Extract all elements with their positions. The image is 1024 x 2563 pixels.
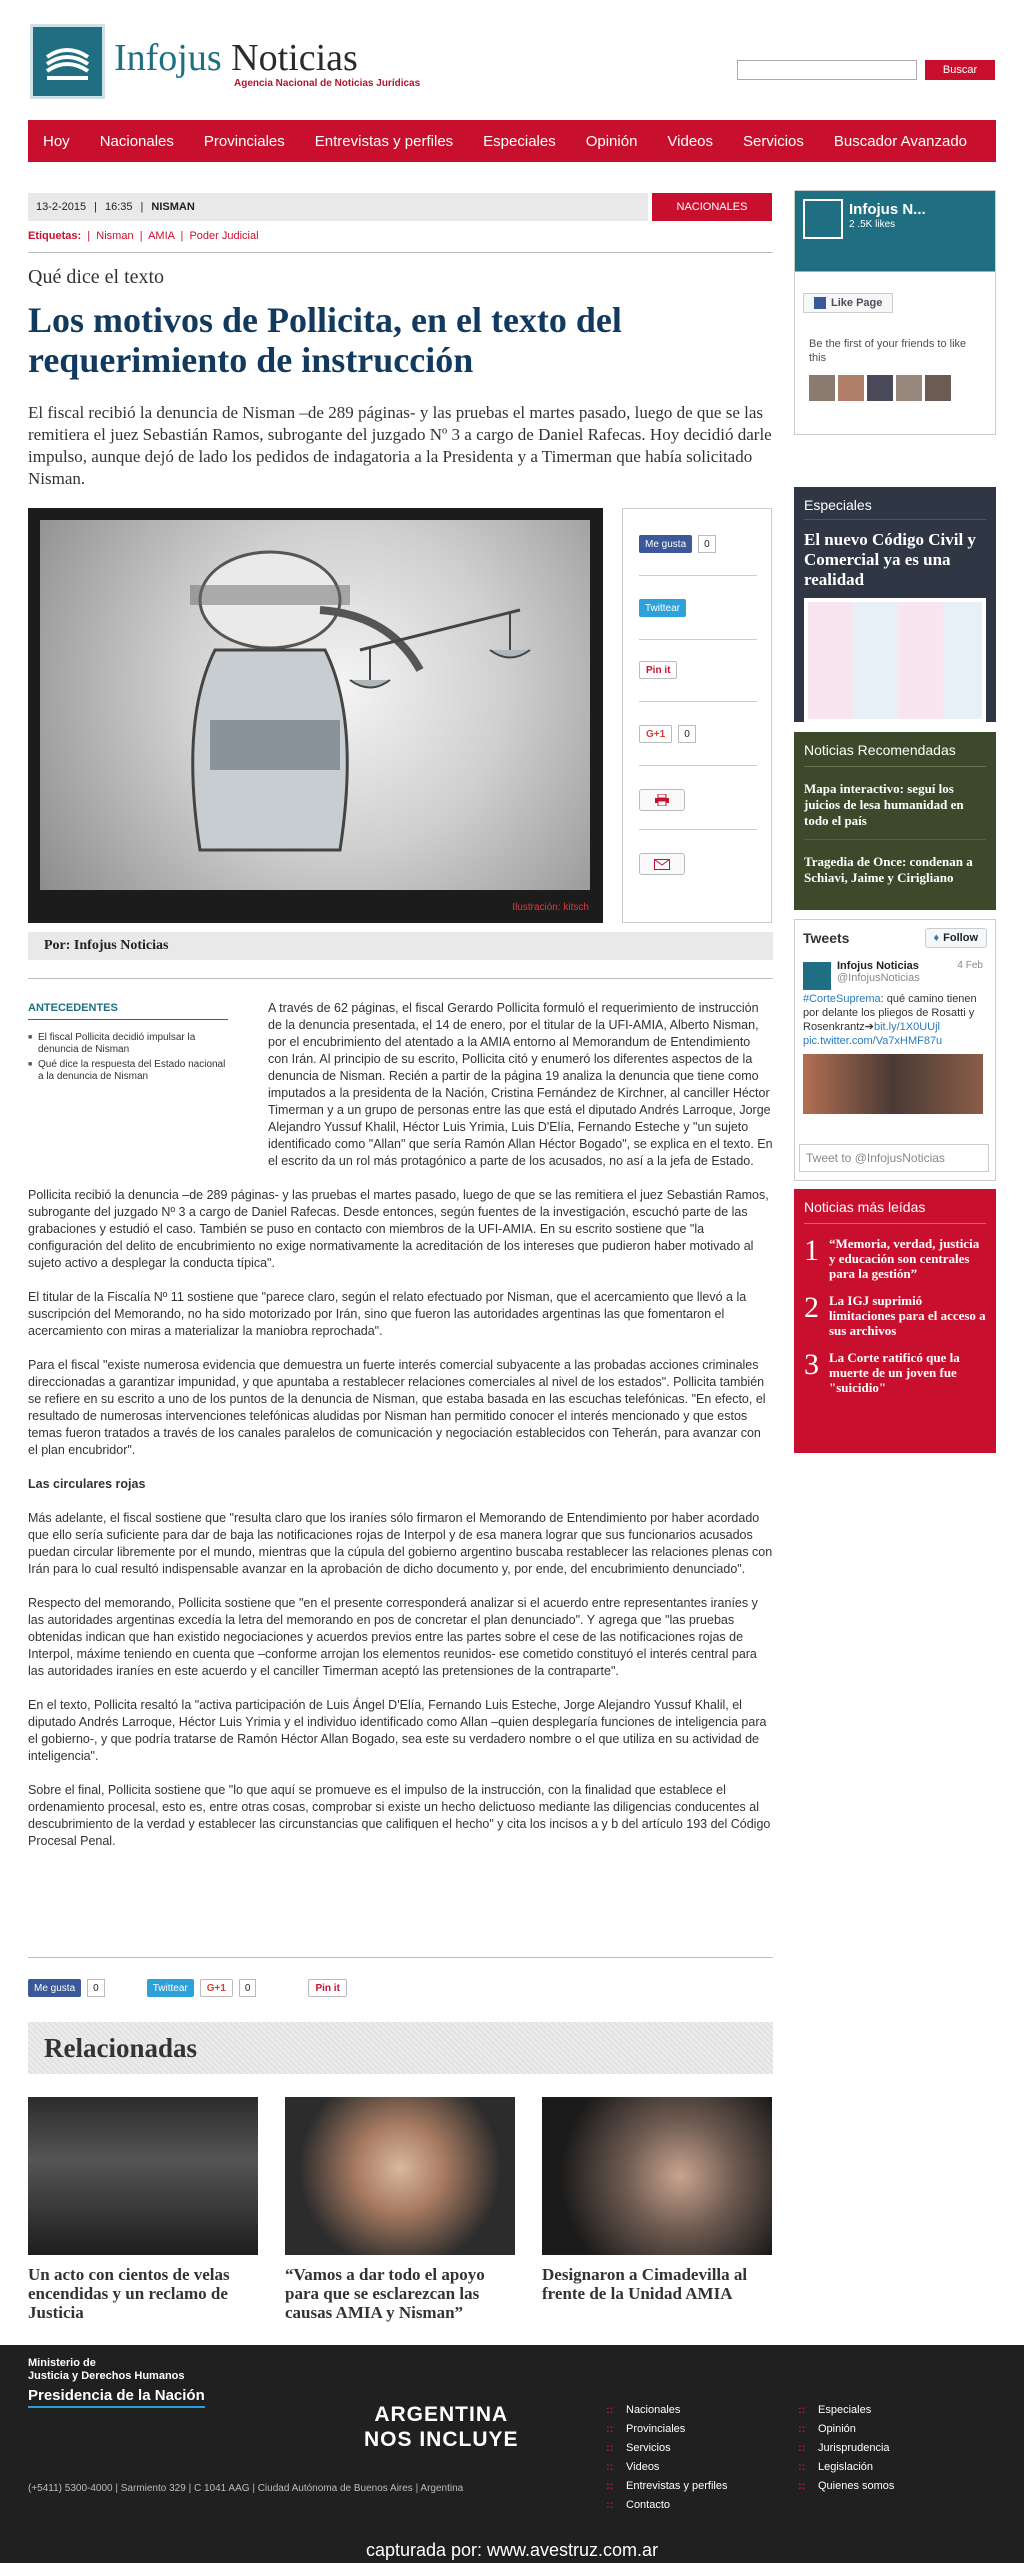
paragraph: Sobre el final, Pollicita sostiene que "lo que aquí se promueve es el impulso de la instrucción, con la finalidad que establece el ordenamiento procesal, esto es, entre otras cosas, comprobar si existe un hecho delictuoso mediante las diligencias conducentes al descubrimiento de la verdad y establecer las circunstancias que califiquen el hecho" y cita los incisos a y b del artículo 193 del Código Procesal Penal. [28, 1783, 771, 1848]
article-headline: Los motivos de Pollicita, en el texto del requerimiento de instrucción [28, 300, 622, 380]
mas-leidas-box [794, 1189, 996, 1453]
facebook-page-widget [794, 190, 996, 435]
argentina-nos-incluye-logo [364, 2402, 519, 2452]
google-plus-count: 0 [239, 1979, 257, 1997]
twitter-follow-button[interactable] [925, 928, 987, 948]
tweet-body: : qué camino tienen por delante los pliegos de Rosatti y Rosenkrantz➔ [803, 993, 977, 1033]
paragraph: Para el fiscal "existe numerosa evidencia que demuestra un fuerte interés comercial subyacente a las probadas acciones criminales direccionadas a garantizar impunidad, y que apuntaba a restablecer relaciones comerciales al nivel de los estados". Pollicita también se refiere en su escrito a uno de los puntos de la denuncia de Nisman, que estaba basada en las escuchas telefónicas. "En efecto, el resultado de numerosas intervenciones telefónicas aludidas por Nisman han permitido conocer el interés mencionado y que estos temas fueron tratados a través de los canales paralelos de comunicación y negociación establecidos con Teherán, para avanzar con el plan encubridor". [28, 1358, 766, 1457]
rank-number: 2 [804, 1291, 819, 1324]
divider [28, 1957, 773, 1958]
paragraph: A través de 62 páginas, el fiscal Gerardo Pollicita formuló el requerimiento de instrucción de la denuncia presentada, el 14 de enero, por el titular de la UFI-AMIA, Alberto Nisman, por el encubrimiento del atentado a la AMIA entorno al Memorandum de Entendimiento con Irán. Al principio de su escrito, Pollicita citó y enumeró los diferentes aspectos de la denuncia de Nisman. Recién a partir de la página 19 analiza la denuncia que tiene como imputados a la presidenta de la Nación, Cristina Fernández de Kirchner, al canciller Héctor Timerman y a un grupo de personas entre las que está el diputado Andrés Larroque, Jorge Alejandro Yussuf Khalil, Héctor Luis Yrimia, Luis D'Elía, Fernando Esteche y "un sujeto identificado como "Allan" que sería Ramón Allan Héctor Bogado", se explica en el texto. En el escrito da un rol más protagónico a parte de los acusados, no así a la jefa de Estado. [268, 1001, 773, 1168]
recomendada-link[interactable]: Tragedia de Once: condenan a Schiavi, Jaime y Cirigliano [804, 854, 973, 885]
tweet-hashtag[interactable]: #CorteSuprema [803, 993, 881, 1005]
footer-links-col2 [798, 2404, 894, 2499]
rank-number: 3 [804, 1348, 819, 1381]
avatar[interactable] [896, 375, 922, 401]
tweets-title: Tweets [803, 930, 850, 946]
article-photo [28, 508, 603, 923]
nav-item-hoy[interactable]: Hoy [43, 132, 70, 150]
google-plus-count: 0 [678, 725, 696, 743]
facebook-like-button[interactable]: Me gusta [639, 535, 692, 553]
tag-link[interactable]: Poder Judicial [189, 230, 259, 242]
avatar[interactable] [925, 375, 951, 401]
divider [28, 978, 773, 979]
nav-item-nacionales[interactable]: Nacionales [99, 132, 174, 150]
antecedente-link[interactable]: ■ El fiscal Pollicita decidió impulsar la denuncia de Nisman [28, 1032, 228, 1056]
argentina-line: ARGENTINA [374, 2403, 509, 2426]
divider [639, 575, 757, 576]
mas-leida-item[interactable] [804, 1293, 986, 1338]
mail-icon[interactable] [639, 853, 685, 875]
search-input[interactable] [737, 60, 917, 80]
article-topic[interactable]: NISMAN [151, 201, 195, 213]
article-byline: Por: Infojus Noticias [28, 932, 773, 960]
mas-leidas-label: Noticias más leídas [804, 1199, 986, 1224]
divider [28, 252, 773, 253]
tweet-link[interactable]: bit.ly/1X0UUjl [873, 1021, 940, 1033]
ministerio-line: Ministerio de [28, 2357, 96, 2369]
nav-item-especiales[interactable]: Especiales [483, 132, 556, 150]
mas-leida-title[interactable]: La IGJ suprimió limitaciones para el acceso a sus archivos [829, 1293, 986, 1338]
share-panel [622, 508, 772, 923]
tweet [803, 960, 983, 1114]
divider [639, 765, 757, 766]
related-photo[interactable] [542, 2097, 772, 2255]
antecedente-link[interactable]: ■ Qué dice la respuesta del Estado nacional a la denuncia de Nisman [28, 1059, 228, 1083]
pinterest-button[interactable]: Pin it [639, 661, 677, 679]
related-card[interactable] [285, 2097, 515, 2322]
related-title[interactable]: “Vamos a dar todo el apoyo para que se esclarezcan las causas AMIA y Nisman” [285, 2265, 485, 2322]
avatar[interactable] [838, 375, 864, 401]
antecedentes-title: ANTECEDENTES [28, 1002, 228, 1020]
facebook-likes-count: 2 .5K likes [849, 219, 896, 230]
tweet-date[interactable]: 4 Feb [957, 960, 983, 971]
nav-item-opinion[interactable]: Opinión [585, 132, 638, 150]
recomendadas-box [794, 732, 996, 910]
pinterest-button[interactable]: Pin it [308, 1979, 346, 1997]
especiales-label: Especiales [804, 497, 986, 520]
facebook-page-name[interactable]: Infojus N... [849, 201, 926, 218]
paragraph: Respecto del memorando, Pollicita sostiene que "en el presente corresponderá analizar si el acuerdo entre representantes iraníes y las autoridades argentinas excedía la letra del memorando en pos de concretar el plan denunciado". Y agrega que "las pruebas obtenidas indican que han existido negociaciones y acuerdos previos entre las partes sobre el cese de las notificaciones rojas de Interpol, máxime teniendo en cuenta que –conforme arrojan los elementos reunidos- ese cometido constituyó el interés central para las autoridades iraníes en este acuerdo y el canciller Timerman aceptó las pretensiones de la contraparte". [28, 1596, 758, 1678]
photo-credit: Ilustración: kitsch [512, 902, 589, 913]
article-kicker: Qué dice el texto [28, 266, 165, 288]
bottom-share-bar [28, 1979, 347, 1997]
relacionadas-header [28, 2022, 773, 2074]
mas-leida-item[interactable] [804, 1350, 986, 1395]
ministerio-line: Justicia y Derechos Humanos [28, 2370, 185, 2382]
facebook-avatar[interactable] [803, 199, 843, 239]
facebook-friend-faces [809, 375, 951, 401]
mas-leida-title[interactable]: “Memoria, verdad, justicia y educación son centrales para la gestión” [829, 1236, 980, 1281]
nav-item-videos[interactable]: Videos [667, 132, 714, 150]
mas-leida-item[interactable] [804, 1236, 986, 1281]
paragraph: Más adelante, el fiscal sostiene que "resulta claro que los iraníes sólo firmaron el Memorando de Entendimiento por haber acordado que ello sería suficiente para dar de baja las notificaciones rojas de Interpol y de esa manera lograr que sus funcionarios acusados puedan circular libremente por el mundo, mientras que la cúpula del gobierno argentino buscaba restablecer las relaciones plenas con Irán para lo cual resultó indispensable avanzar en la aprobación de dicho documento y, por ende, del encubrimiento denunciado". [28, 1511, 773, 1576]
article-meta: 13-2-2015 | 16:35 | NISMAN [28, 193, 648, 221]
tags-label: Etiquetas: [28, 230, 82, 242]
recomendada-link[interactable]: Mapa interactivo: seguí los juicios de lesa humanidad en todo el país [804, 781, 986, 840]
footer-link[interactable]: :: Legislación [798, 2461, 894, 2473]
tweet-link[interactable]: pic.twitter.com/Va7xHMF87u [803, 1035, 943, 1047]
nav-item-servicios[interactable]: Servicios [743, 132, 804, 150]
avatar[interactable] [867, 375, 893, 401]
footer-links-col1 [606, 2404, 727, 2518]
recomendadas-label: Noticias Recomendadas [804, 742, 986, 767]
justice-illustration [40, 520, 590, 890]
relacionadas-title: Relacionadas [44, 2032, 198, 2063]
especiales-box [794, 487, 996, 722]
paragraph: En el texto, Pollicita resaltó la "activa participación de Luis Ángel D'Elía, Fernando Luis Esteche, Jorge Alejandro Yussuf Khalil, el diputado Andrés Larroque, Héctor Luis Yrimia y el individuo identificado como Allan –quien desplegaría funciones de inteligencia para el gobierno-, y que podría tratarse de Ramón Héctor Allan Bogado, sea este su verdadero nombre o el que utiliza en su actividad de inteligencia". [28, 1698, 767, 1763]
tags-row: Etiquetas: | Nisman | AMIA | Poder Judicial [28, 230, 259, 242]
article-date: 13-2-2015 [36, 201, 87, 213]
footer-link[interactable]: :: Jurisprudencia [798, 2442, 894, 2454]
tweet-to-input[interactable]: Tweet to @InfojusNoticias [799, 1144, 989, 1172]
facebook-icon [814, 297, 826, 309]
related-photo[interactable] [285, 2097, 515, 2255]
tweet-button[interactable]: Twittear [639, 599, 686, 617]
facebook-like-button[interactable]: Me gusta [28, 1979, 81, 1997]
like-page-label: Like Page [831, 297, 883, 309]
section-badge[interactable]: NACIONALES [652, 193, 772, 221]
footer-link[interactable]: :: Nacionales [606, 2404, 727, 2416]
tweet-author-name[interactable]: Infojus Noticias [837, 960, 919, 972]
divider [639, 701, 757, 702]
nav-item-provinciales[interactable]: Provinciales [203, 132, 285, 150]
ministerio-logo[interactable] [28, 2357, 185, 2383]
related-card[interactable] [28, 2097, 258, 2322]
article-subhead: Las circulares rojas [28, 1477, 146, 1491]
argentina-line: NOS INCLUYE [364, 2428, 519, 2451]
footer-link[interactable]: :: Entrevistas y perfiles [606, 2480, 727, 2492]
google-plus-button[interactable]: G+1 [200, 1979, 233, 1997]
facebook-friends-text: Be the first of your friends to like this [809, 338, 967, 364]
article-lead: El fiscal recibió la denuncia de Nisman –de 289 páginas- y las pruebas el martes pasado, luego de que se las remitiera el juez Sebastián Ramos, subrogante del juzgado Nº 3 a cargo de Daniel Rafecas. Hoy decidió darle impulso, aunque dejó de lado los pedidos de indagatoria a la Presidenta y a Timerman que había solicitado Nisman. [28, 403, 772, 488]
mas-leida-title[interactable]: La Corte ratificó que la muerte de un joven fue "suicidio" [829, 1350, 960, 1395]
twitter-bird-icon: ♦ [933, 932, 940, 944]
rank-number: 1 [804, 1234, 819, 1267]
tag-link[interactable]: Nisman [96, 230, 134, 242]
footer-link[interactable]: :: Opinión [798, 2423, 894, 2435]
tweet-photo[interactable] [803, 1054, 983, 1114]
footer-link[interactable]: :: Servicios [606, 2442, 727, 2454]
related-title[interactable]: Un acto con cientos de velas encendidas y un reclamo de Justicia [28, 2265, 230, 2322]
especiales-image[interactable] [804, 598, 986, 723]
divider [639, 639, 757, 640]
divider [639, 829, 757, 830]
print-icon[interactable] [639, 789, 685, 811]
site-title[interactable] [114, 36, 358, 80]
logo-brand: Infojus [114, 37, 222, 79]
avatar[interactable] [803, 962, 831, 990]
follow-label: Follow [943, 932, 978, 944]
tweet-button[interactable]: Twittear [147, 1979, 194, 1997]
article-body [28, 1000, 773, 1867]
footer-link[interactable]: :: Videos [606, 2461, 727, 2473]
logo-word: Noticias [231, 37, 358, 79]
footer-link[interactable]: :: Especiales [798, 2404, 894, 2416]
presidencia-logo[interactable]: Presidencia de la Nación [28, 2387, 205, 2408]
footer-link[interactable]: :: Quienes somos [798, 2480, 894, 2492]
footer-link[interactable]: :: Contacto [606, 2499, 727, 2511]
nav-item-entrevistas[interactable]: Entrevistas y perfiles [314, 132, 454, 150]
avatar[interactable] [809, 375, 835, 401]
related-photo[interactable] [28, 2097, 258, 2255]
nav-item-buscador[interactable]: Buscador Avanzado [833, 132, 968, 150]
site-subtitle: Agencia Nacional de Noticias Jurídicas [234, 78, 421, 89]
facebook-like-count: 0 [698, 535, 716, 553]
paragraph: El titular de la Fiscalía Nº 11 sostiene que "parece claro, según el relato efectuado por Nisman, que el acercamiento que llevó a la suscripción del Memorando, no ha sido motorizado por Irán, sino que fueron las autoridades argentinas las que fomentaron el acercamiento con miras a materializar la maniobra reprochada". [28, 1290, 747, 1338]
article-time: 16:35 [105, 201, 133, 213]
tweet-text [803, 992, 983, 1048]
twitter-widget [794, 919, 996, 1181]
facebook-like-page-button[interactable] [803, 293, 893, 313]
especiales-title[interactable]: El nuevo Código Civil y Comercial ya es una realidad [804, 530, 976, 589]
search-button[interactable]: Buscar [925, 60, 995, 80]
main-nav [28, 120, 996, 162]
captured-by-text: capturada por: www.avestruz.com.ar [365, 2540, 659, 2560]
google-plus-button[interactable]: G+1 [639, 725, 672, 743]
related-card[interactable] [542, 2097, 772, 2303]
related-title[interactable]: Designaron a Cimadevilla al frente de la Unidad AMIA [542, 2265, 748, 2303]
tag-link[interactable]: AMIA [148, 230, 175, 242]
facebook-like-count: 0 [87, 1979, 105, 1997]
paragraph: Pollicita recibió la denuncia –de 289 páginas- y las pruebas el martes pasado, luego de que se las remitiera el juez Sebastián Ramos, subrogante del juzgado Nº 3 a cargo de Daniel Rafecas. Desde entonces, según fuentes de la investigación, escuchó parte de las grabaciones y estudió el caso. También se puso en contacto con miembros de la UFI-AMIA. En su escrito sostiene que "la configuración del delito de encubrimiento no exige normativamente la acreditación de los intereses que pudieron haber motivado al sujeto activo a desplegar la conducta típica". [28, 1188, 769, 1270]
infojus-logo[interactable] [30, 24, 105, 99]
tweet-author-handle[interactable]: @InfojusNoticias [837, 972, 920, 984]
site-header [0, 0, 1024, 115]
footer-link[interactable]: :: Provinciales [606, 2423, 727, 2435]
footer-address: (+5411) 5300-4000 | Sarmiento 329 | C 1041 AAG | Ciudad Autónoma de Buenos Aires | Argentina [28, 2483, 464, 2494]
